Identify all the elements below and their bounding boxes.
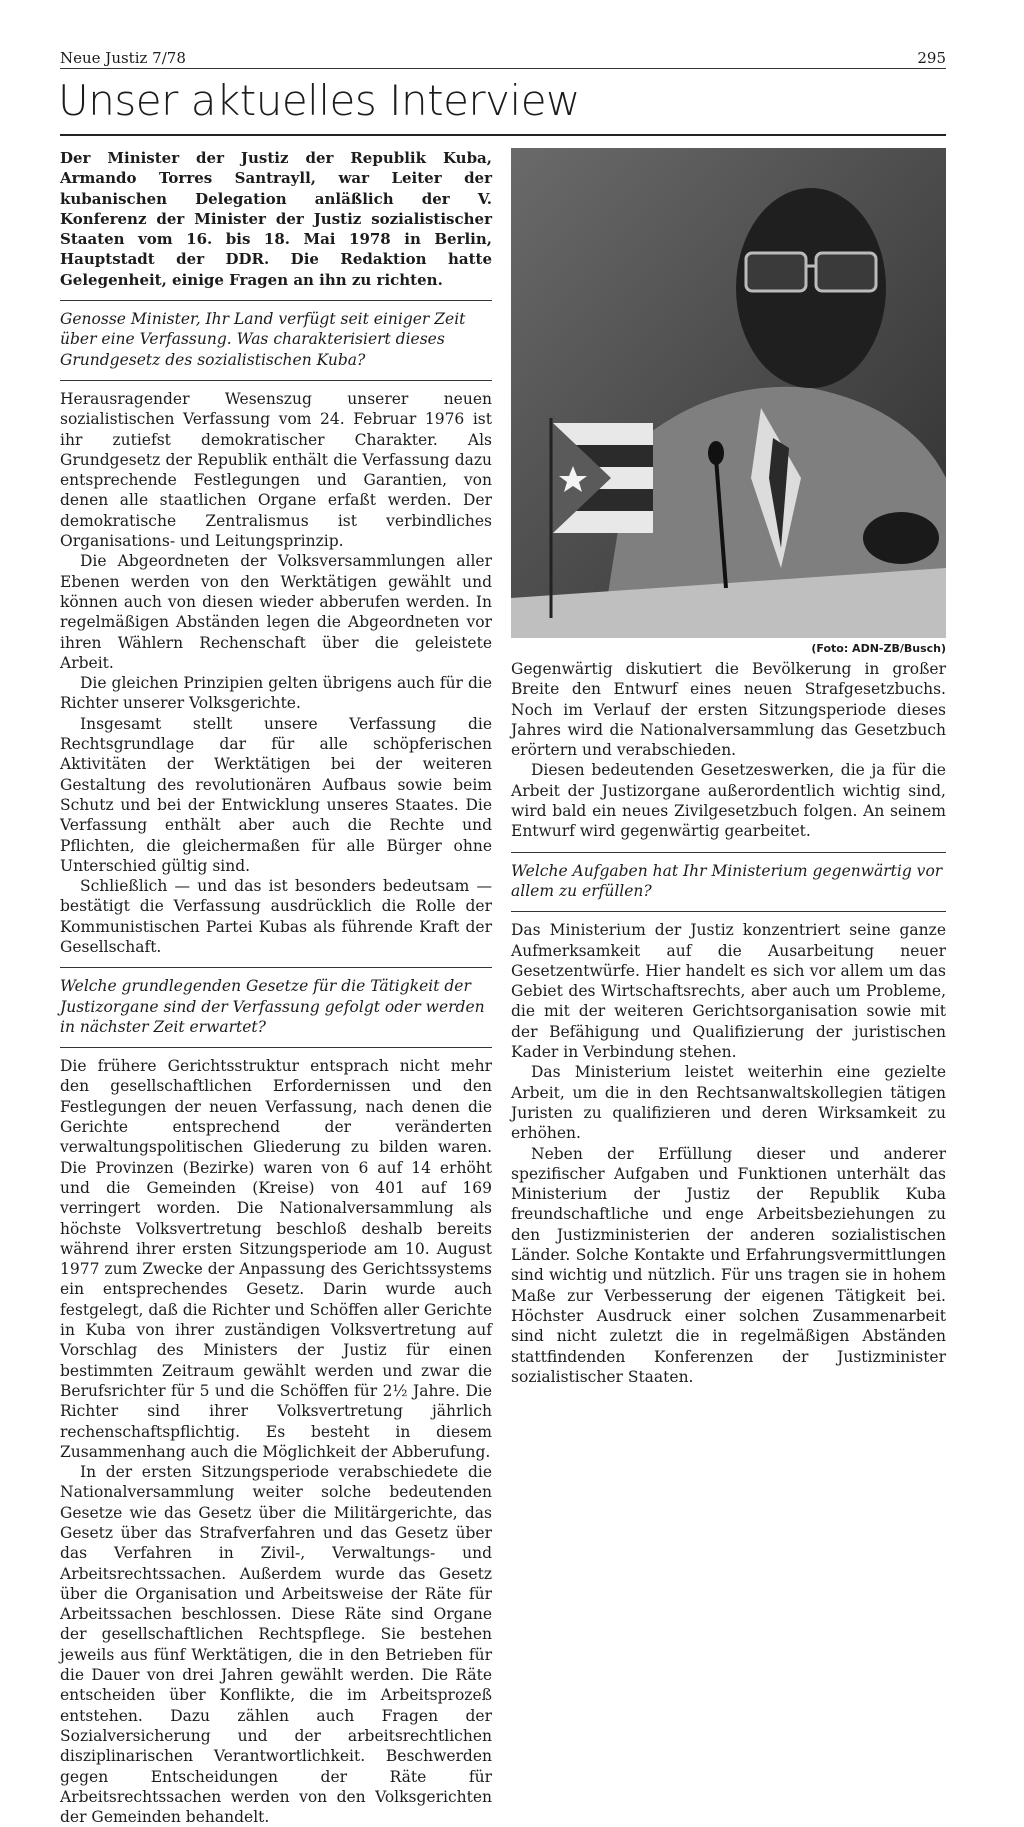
- question-divider: [60, 300, 492, 301]
- answer-2-paragraph: Diesen bedeutenden Gesetzeswerken, die ja für die Arbeit der Justizorgane außerordentlich wichtig sind, wird bald ein neues Zivilgesetzbuch folgen. An seinem Entwurf wird gegenwärtig gearbeitet.: [511, 761, 946, 841]
- right-column: [511, 148, 946, 1387]
- answer-3-paragraph: Neben der Erfüllung dieser und anderer spezifischer Aufgaben und Funktionen unterhält das Ministerium der Justiz der Republik Kuba freundschaftliche und enge Arbeitsbeziehungen zu den Justizministerien der anderen sozialistischen Länder. Solche Kontakte und Erfahrungsvermittlungen sind wichtig und nützlich. Für uns tragen sie in hohem Maße zur Verbesserung der eigenen Tätigkeit bei. Höchster Ausdruck einer solchen Zusammenarbeit sind nicht zuletzt die in regelmäßigen Abständen stattfindenden Konferenzen der Justizminister sozialistischer Staaten.: [511, 1144, 946, 1386]
- title-rule: [60, 134, 946, 136]
- question-3: Welche Aufgaben hat Ihr Ministerium gegenwärtig vor allem zu erfüllen?: [511, 861, 943, 900]
- question-2: Welche grundlegenden Gesetze für die Tätigkeit der Justizorgane sind der Verfassung gefolgt oder werden in nächster Zeit erwartet?: [60, 977, 485, 1036]
- portrait-illustration: [511, 148, 946, 638]
- answer-2-paragraph: Die frühere Gerichtsstruktur entsprach nicht mehr den gesellschaftlichen Erfordernissen und den Festlegungen der neuen Verfassung, nach denen die Gerichte entsprechend der veränderten verwaltungspolitischen Gliederung zu bilden waren. Die Provinzen (Bezirke) waren von 6 auf 14 erhöht und die Gemeinden (Kreise) von 401 auf 169 verringert worden. Die Nationalversammlung als höchste Volksvertretung beschloß deshalb bereits während ihrer ersten Sitzungsperiode am 10. August 1977 zum Zwecke der Anpassung des Gerichtssystems ein entsprechendes Gesetz. Darin wurde auch festgelegt, daß die Richter und Schöffen aller Gerichte in Kuba von ihrer zuständigen Volksvertretung auf Vorschlag des Ministers der Justiz für einen bestimmten Zeitraum gewählt werden und zwar die Berufsrichter für 5 und die Schöffen für 2½ Jahre. Die Richter sind ihrer Volksvertretung jährlich rechenschaftspflichtig. Es besteht in diesem Zusammenhang auch die Möglichkeit der Abberufung.: [60, 1057, 492, 1461]
- answer-1-paragraph: Schließlich — und das ist besonders bedeutsam — bestätigt die Verfassung ausdrücklich die Rolle der Kommunistischen Partei Kubas als führende Kraft der Gesellschaft.: [60, 877, 492, 956]
- answer-2-paragraph: Gegenwärtig diskutiert die Bevölkerung in großer Breite den Entwurf eines neuen Strafgesetzbuchs. Noch im Verlauf der ersten Sitzungsperiode dieses Jahres wird die Nationalversammlung das Gesetzbuch erörtern und verabschieden.: [511, 660, 946, 760]
- answer-1-paragraph: Herausragender Wesenszug unserer neuen sozialistischen Verfassung vom 24. Februar 1976 ist ihr zutiefst demokratischer Charakter. Als Grundgesetz der Republik enthält die Verfassung dazu entsprechende Festlegungen und Garantien, von denen alle staatlichen Organe erfaßt werden. Der demokratische Zentralismus ist verbindliches Organisations- und Leitungsprinzip.: [60, 389, 492, 551]
- running-header: [60, 46, 946, 69]
- minister-photo: [511, 148, 946, 638]
- answer-1-paragraph: Insgesamt stellt unsere Verfassung die Rechtsgrundlage dar für alle schöpferischen Aktivitäten der Werktätigen bei der weiteren Gestaltung des revolutionären Aufbaus sowie beim Schutz und bei der Entwicklung unseres Staates. Die Verfassung enthält aber auch die Rechte und Pflichten, die gleichermaßen für alle Bürger ohne Unterschied gültig sind.: [60, 714, 492, 875]
- question-divider: [60, 380, 492, 381]
- question-divider: [511, 911, 946, 912]
- answer-3-paragraph: Das Ministerium der Justiz konzentriert seine ganze Aufmerksamkeit auf die Ausarbeitung neuer Gesetzentwürfe. Hier handelt es sich vor allem um das Gebiet des Wirtschaftsrechts, aber auch um Probleme, die mit der weiteren Gerichtsorganisation sowie mit der Befähigung und Qualifizierung der juristischen Kader in Verbindung stehen.: [511, 921, 946, 1062]
- page-number: 295: [917, 49, 946, 67]
- answer-3-paragraph: Das Ministerium leistet weiterhin eine gezielte Arbeit, um die in den Rechtsanwaltskollegien tätigen Juristen zu qualifizieren und deren Wirksamkeit zu erhöhen.: [511, 1063, 946, 1143]
- question-1: Genosse Minister, Ihr Land verfügt seit einiger Zeit über eine Verfassung. Was charakterisiert dieses Grundgesetz des sozialistischen Kuba?: [60, 310, 466, 369]
- question-divider: [511, 852, 946, 853]
- answer-2-paragraph: In der ersten Sitzungsperiode verabschiedete die Nationalversammlung weiter solche bedeutenden Gesetze wie das Gesetz über die Militärgerichte, das Gesetz über das Strafverfahren und das Gesetz über das Verfahren in Zivil-, Verwaltungs- und Arbeitsrechtssachen. Außerdem wurde das Gesetz über die Organisation und Arbeitsweise der Räte für Arbeitssachen beschlossen. Diese Räte sind Organe der gesellschaftlichen Rechtspflege. Sie bestehen jeweils aus fünf Werktätigen, die in den Betrieben für die Dauer von drei Jahren gewählt werden. Die Räte entscheiden über Konflikte, die im Arbeitsprozeß entstehen. Dazu zählen auch Fragen der Sozialversicherung und der arbeitsrechtlichen disziplinarischen Verantwortlichkeit. Beschwerden gegen Entscheidungen der Räte für Arbeitsrechtssachen werden von den Volksgerichten der Gemeinden behandelt.: [60, 1463, 492, 1827]
- page-title: Unser aktuelles Interview: [58, 76, 580, 125]
- cuban-flag: [553, 423, 653, 533]
- left-column: [60, 148, 492, 1827]
- journal-issue: Neue Justiz 7/78: [60, 49, 186, 67]
- intro-paragraph: Der Minister der Justiz der Republik Kuba, Armando Torres Santrayll, war Leiter der kubanischen Delegation anläßlich der V. Konferenz der Minister der Justiz sozialistischer Staaten vom 16. bis 18. Mai 1978 in Berlin, Hauptstadt der DDR. Die Redaktion hatte Gelegenheit, einige Fragen an ihn zu richten.: [60, 149, 492, 289]
- photo-credit: (Foto: ADN-ZB/Busch): [811, 642, 946, 655]
- answer-1-paragraph: Die Abgeordneten der Volksversammlungen aller Ebenen werden von den Werktätigen gewählt und können auch von diesen wieder abberufen werden. In regelmäßigen Abständen legen die Abgeordneten vor ihren Wählern Rechenschaft über die geleistete Arbeit.: [60, 552, 492, 672]
- question-divider: [60, 967, 492, 968]
- question-divider: [60, 1047, 492, 1048]
- answer-1-paragraph: Die gleichen Prinzipien gelten übrigens auch für die Richter unserer Volksgerichte.: [60, 674, 492, 713]
